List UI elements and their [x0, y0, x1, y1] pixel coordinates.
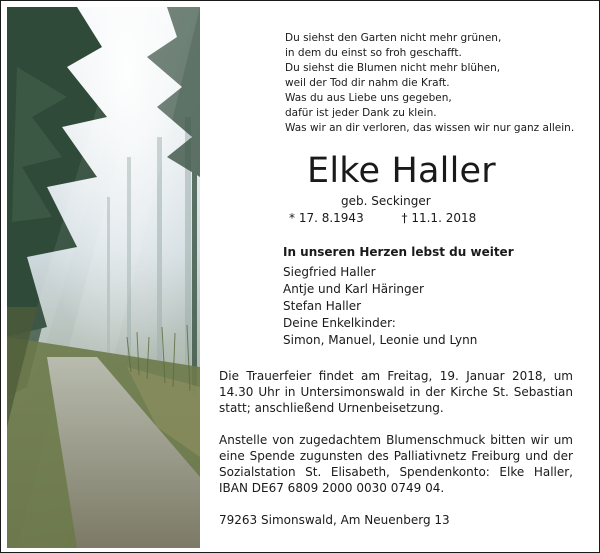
mourner-name: Simon, Manuel, Leonie und Lynn: [283, 333, 478, 347]
deceased-name: Elke Haller: [307, 151, 496, 191]
poem-line: Was du aus Liebe uns gegeben,: [285, 92, 452, 104]
poem-line: weil der Tod dir nahm die Kraft.: [285, 77, 450, 89]
forest-path-icon: [7, 7, 200, 548]
poem-line: dafür ist jeder Dank zu klein.: [285, 107, 437, 119]
mourner-name: Antje und Karl Häringer: [283, 282, 424, 296]
poem-line: in dem du einst so froh geschafft.: [285, 47, 462, 59]
life-dates: [289, 210, 476, 226]
mourner-name: Stefan Haller: [283, 299, 362, 313]
poem-line: Du siehst die Blumen nicht mehr blühen,: [285, 62, 501, 74]
mourners-list: [283, 264, 477, 349]
forest-path-photo: [7, 7, 200, 548]
address: 79263 Simonswald, Am Neuenberg 13: [219, 513, 450, 527]
funeral-info: Die Trauerfeier findet am Freitag, 19. Januar 2018, um 14.30 Uhr in Untersimonswald in der Kirche St. Sebastian statt; anschließend Urnenbeisetzung.: [219, 369, 573, 415]
donation-info: Anstelle von zugedachtem Blumenschmuck bitten wir um eine Spende zugunsten des Palliativnetz Freiburg und der Sozialstation St. Elisabeth, Spendenkonto: Elke Haller, IBAN DE67 6809 2000 0030 0749 04.: [219, 433, 573, 495]
mourner-name: Siegfried Haller: [283, 265, 376, 279]
birth-date: * 17. 8.1943: [289, 211, 364, 225]
poem: [285, 31, 575, 136]
poem-line: Du siehst den Garten nicht mehr grünen,: [285, 32, 502, 44]
poem-line: Was wir an dir verloren, das wissen wir nur ganz allein.: [285, 122, 575, 134]
mourners-heading: In unseren Herzen lebst du weiter: [283, 245, 514, 259]
birth-name: geb. Seckinger: [341, 194, 431, 208]
death-date: † 11.1. 2018: [401, 211, 477, 225]
mourner-name: Deine Enkelkinder:: [283, 316, 396, 330]
